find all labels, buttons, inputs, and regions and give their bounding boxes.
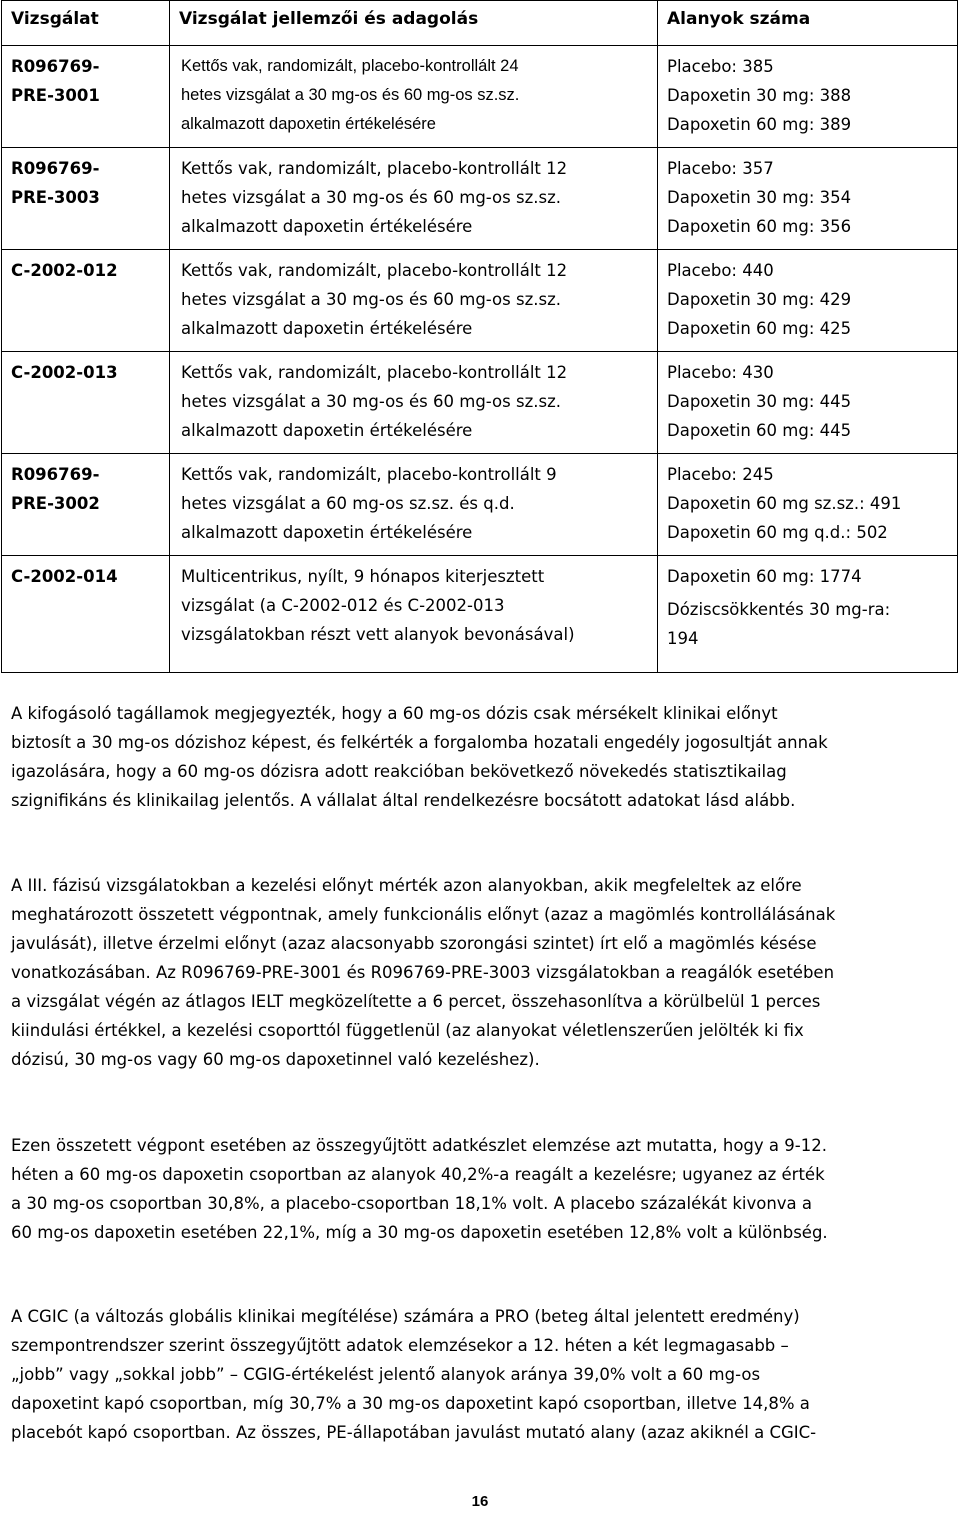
subject-count-line: Dapoxetin 30 mg: 388 bbox=[667, 86, 852, 105]
trial-design-cell bbox=[170, 250, 658, 352]
paragraph-line: dózisú, 30 mg-os vagy 60 mg-os dapoxetinnel való kezeléshez). bbox=[11, 1050, 540, 1069]
trial-design-cell bbox=[170, 148, 658, 250]
table-header-row bbox=[2, 1, 958, 46]
subject-count-line: Dapoxetin 60 mg: 445 bbox=[667, 421, 852, 440]
paragraph-line: Ezen összetett végpont esetében az összegyűjtött adatkészlet elemzése azt mutatta, hogy a 9-12. bbox=[11, 1136, 827, 1155]
subject-count-line: Placebo: 385 bbox=[667, 57, 774, 76]
subject-count-line: Dapoxetin 60 mg q.d.: 502 bbox=[667, 523, 888, 542]
trial-code-line: PRE-3003 bbox=[11, 188, 100, 207]
trial-design-line: alkalmazott dapoxetin értékelésére bbox=[181, 523, 473, 542]
table-row bbox=[2, 148, 958, 250]
subject-count-line: Dapoxetin 30 mg: 445 bbox=[667, 392, 852, 411]
trial-code-line: R096769- bbox=[11, 159, 100, 178]
subject-count-line: Dapoxetin 60 mg: 356 bbox=[667, 217, 852, 236]
subject-count-line: Dapoxetin 60 mg: 425 bbox=[667, 319, 852, 338]
subject-count-line: Placebo: 357 bbox=[667, 159, 774, 178]
header-jellemzoi: Vizsgálat jellemzői és adagolás bbox=[170, 1, 658, 46]
trial-code-line: R096769- bbox=[11, 465, 100, 484]
subject-count-line: Dapoxetin 30 mg: 354 bbox=[667, 188, 852, 207]
trial-design-cell bbox=[170, 46, 658, 148]
subject-count-line: Placebo: 430 bbox=[667, 363, 774, 382]
trial-code-cell bbox=[2, 352, 170, 454]
header-vizsgalat: Vizsgálat bbox=[2, 1, 170, 46]
table-row bbox=[2, 454, 958, 556]
trial-design-line: alkalmazott dapoxetin értékelésére bbox=[181, 115, 436, 133]
subject-count-line: Dapoxetin 60 mg sz.sz.: 491 bbox=[667, 494, 902, 513]
paragraph-line: a vizsgálat végén az átlagos IELT megközelítette a 6 percet, összehasonlítva a körülbelül 1 perces bbox=[11, 992, 821, 1011]
paragraph-line: 60 mg-os dapoxetin esetében 22,1%, míg a 30 mg-os dapoxetin esetében 12,8% volt a különbség. bbox=[11, 1223, 828, 1242]
trial-design-line: Kettős vak, randomizált, placebo-kontrollált 12 bbox=[181, 363, 568, 382]
subject-count-cell bbox=[658, 148, 958, 250]
trial-design-line: hetes vizsgálat a 30 mg-os és 60 mg-os sz.sz. bbox=[181, 392, 561, 411]
trial-design-line: Kettős vak, randomizált, placebo-kontrollált 9 bbox=[181, 465, 557, 484]
paragraph-line: vonatkozásában. Az R096769-PRE-3001 és R096769-PRE-3003 vizsgálatokban a reagálók esetében bbox=[11, 963, 835, 982]
trial-code-cell bbox=[2, 46, 170, 148]
trial-design-line: alkalmazott dapoxetin értékelésére bbox=[181, 319, 473, 338]
table-row bbox=[2, 352, 958, 454]
paragraph-objection bbox=[11, 699, 951, 815]
paragraph-line: szignifikáns és klinikailag jelentős. A vállalat által rendelkezésre bocsátott adatokat lásd alább. bbox=[11, 791, 796, 810]
paragraph-line: meghatározott összetett végpontnak, amely funkcionális előnyt (azaz a magömlés kontrollálásának bbox=[11, 905, 836, 924]
subject-count-line: Dapoxetin 30 mg: 429 bbox=[667, 290, 852, 309]
table-row bbox=[2, 556, 958, 673]
paragraph-phase3 bbox=[11, 871, 951, 1074]
trial-design-line: Kettős vak, randomizált, placebo-kontrollált 12 bbox=[181, 159, 568, 178]
subject-count-line: Dóziscsökkentés 30 mg-ra: bbox=[667, 600, 891, 619]
trial-design-line: alkalmazott dapoxetin értékelésére bbox=[181, 421, 473, 440]
trial-design-cell bbox=[170, 454, 658, 556]
trial-design-line: hetes vizsgálat a 30 mg-os és 60 mg-os sz.sz. bbox=[181, 290, 561, 309]
trial-design-cell bbox=[170, 352, 658, 454]
trial-code-cell bbox=[2, 148, 170, 250]
trial-design-cell bbox=[170, 556, 658, 673]
trial-code-line: C-2002-014 bbox=[11, 567, 118, 586]
paragraph-line: javulását), illetve érzelmi előnyt (azaz alacsonyabb szorongási szintet) írt elő a magömlés késése bbox=[11, 934, 817, 953]
page-number: 16 bbox=[471, 1493, 489, 1510]
paragraph-line: szempontrendszer szerint összegyűjtött adatok elemzésekor a 12. héten a két legmagasabb – bbox=[11, 1336, 789, 1355]
paragraph-line: kiindulási értékkel, a kezelési csoporttól függetlenül (az alanyokat véletlenszerűen jelölték ki fix bbox=[11, 1021, 804, 1040]
subject-count-line: Placebo: 245 bbox=[667, 465, 774, 484]
trial-design-line: hetes vizsgálat a 60 mg-os sz.sz. és q.d. bbox=[181, 494, 515, 513]
trials-table bbox=[1, 0, 958, 673]
trial-code-line: PRE-3002 bbox=[11, 494, 100, 513]
paragraph-line: dapoxetint kapó csoportban, míg 30,7% a 30 mg-os dapoxetint kapó csoportban, illetve 14,8% a bbox=[11, 1394, 810, 1413]
trial-code-line: PRE-3001 bbox=[11, 86, 100, 105]
subject-count-cell bbox=[658, 556, 958, 673]
trial-code-line: C-2002-013 bbox=[11, 363, 118, 382]
trial-code-cell bbox=[2, 250, 170, 352]
table-row bbox=[2, 46, 958, 148]
trial-code-cell bbox=[2, 556, 170, 673]
trial-code-cell bbox=[2, 454, 170, 556]
subject-count-line: Placebo: 440 bbox=[667, 261, 774, 280]
subject-count-line: Dapoxetin 60 mg: 1774 bbox=[667, 567, 862, 586]
trial-design-line: Multicentrikus, nyílt, 9 hónapos kiterjesztett bbox=[181, 567, 545, 586]
paragraph-line: a 30 mg-os csoportban 30,8%, a placebo-csoportban 18,1% volt. A placebo százalékát kivonva a bbox=[11, 1194, 813, 1213]
subject-count-cell bbox=[658, 46, 958, 148]
trial-design-line: Kettős vak, randomizált, placebo-kontrollált 24 bbox=[181, 57, 519, 75]
table-row bbox=[2, 250, 958, 352]
trial-code-line: C-2002-012 bbox=[11, 261, 118, 280]
trial-design-line: vizsgálatokban részt vett alanyok bevonásával) bbox=[181, 625, 575, 644]
trial-design-line: alkalmazott dapoxetin értékelésére bbox=[181, 217, 473, 236]
paragraph-line: igazolására, hogy a 60 mg-os dózisra adott reakcióban bekövetkező növekedés statisztikailag bbox=[11, 762, 787, 781]
subject-count-line: 194 bbox=[667, 629, 699, 648]
paragraph-line: A CGIC (a változás globális klinikai megítélése) számára a PRO (beteg által jelentett eredmény) bbox=[11, 1307, 800, 1326]
trial-design-line: Kettős vak, randomizált, placebo-kontrollált 12 bbox=[181, 261, 568, 280]
trial-design-line: vizsgálat (a C-2002-012 és C-2002-013 bbox=[181, 596, 505, 615]
subject-count-line: Dapoxetin 60 mg: 389 bbox=[667, 115, 852, 134]
trial-design-line: hetes vizsgálat a 30 mg-os és 60 mg-os sz.sz. bbox=[181, 86, 520, 104]
paragraph-line: biztosít a 30 mg-os dózishoz képest, és felkérték a forgalomba hozatali engedély jogosultját annak bbox=[11, 733, 828, 752]
trial-design-line: hetes vizsgálat a 30 mg-os és 60 mg-os sz.sz. bbox=[181, 188, 561, 207]
paragraph-composite-endpoint bbox=[11, 1131, 951, 1247]
subject-count-cell bbox=[658, 250, 958, 352]
paragraph-line: „jobb” vagy „sokkal jobb” – CGIG-értékelést jelentő alanyok aránya 39,0% volt a 60 mg-os bbox=[11, 1365, 761, 1384]
paragraph-cgic bbox=[11, 1302, 951, 1447]
subject-count-cell bbox=[658, 352, 958, 454]
subject-count-cell bbox=[658, 454, 958, 556]
paragraph-line: A kifogásoló tagállamok megjegyezték, hogy a 60 mg-os dózis csak mérsékelt klinikai előnyt bbox=[11, 704, 778, 723]
header-alanyok: Alanyok száma bbox=[658, 1, 958, 46]
paragraph-line: héten a 60 mg-os dapoxetin csoportban az alanyok 40,2%-a reagált a kezelésre; ugyanez az érték bbox=[11, 1165, 825, 1184]
trial-code-line: R096769- bbox=[11, 57, 100, 76]
paragraph-line: placebót kapó csoportban. Az összes, PE-állapotában javulást mutató alany (azaz akiknél a CGIC- bbox=[11, 1423, 817, 1442]
paragraph-line: A III. fázisú vizsgálatokban a kezelési előnyt mérték azon alanyokban, akik megfeleltek az előre bbox=[11, 876, 802, 895]
